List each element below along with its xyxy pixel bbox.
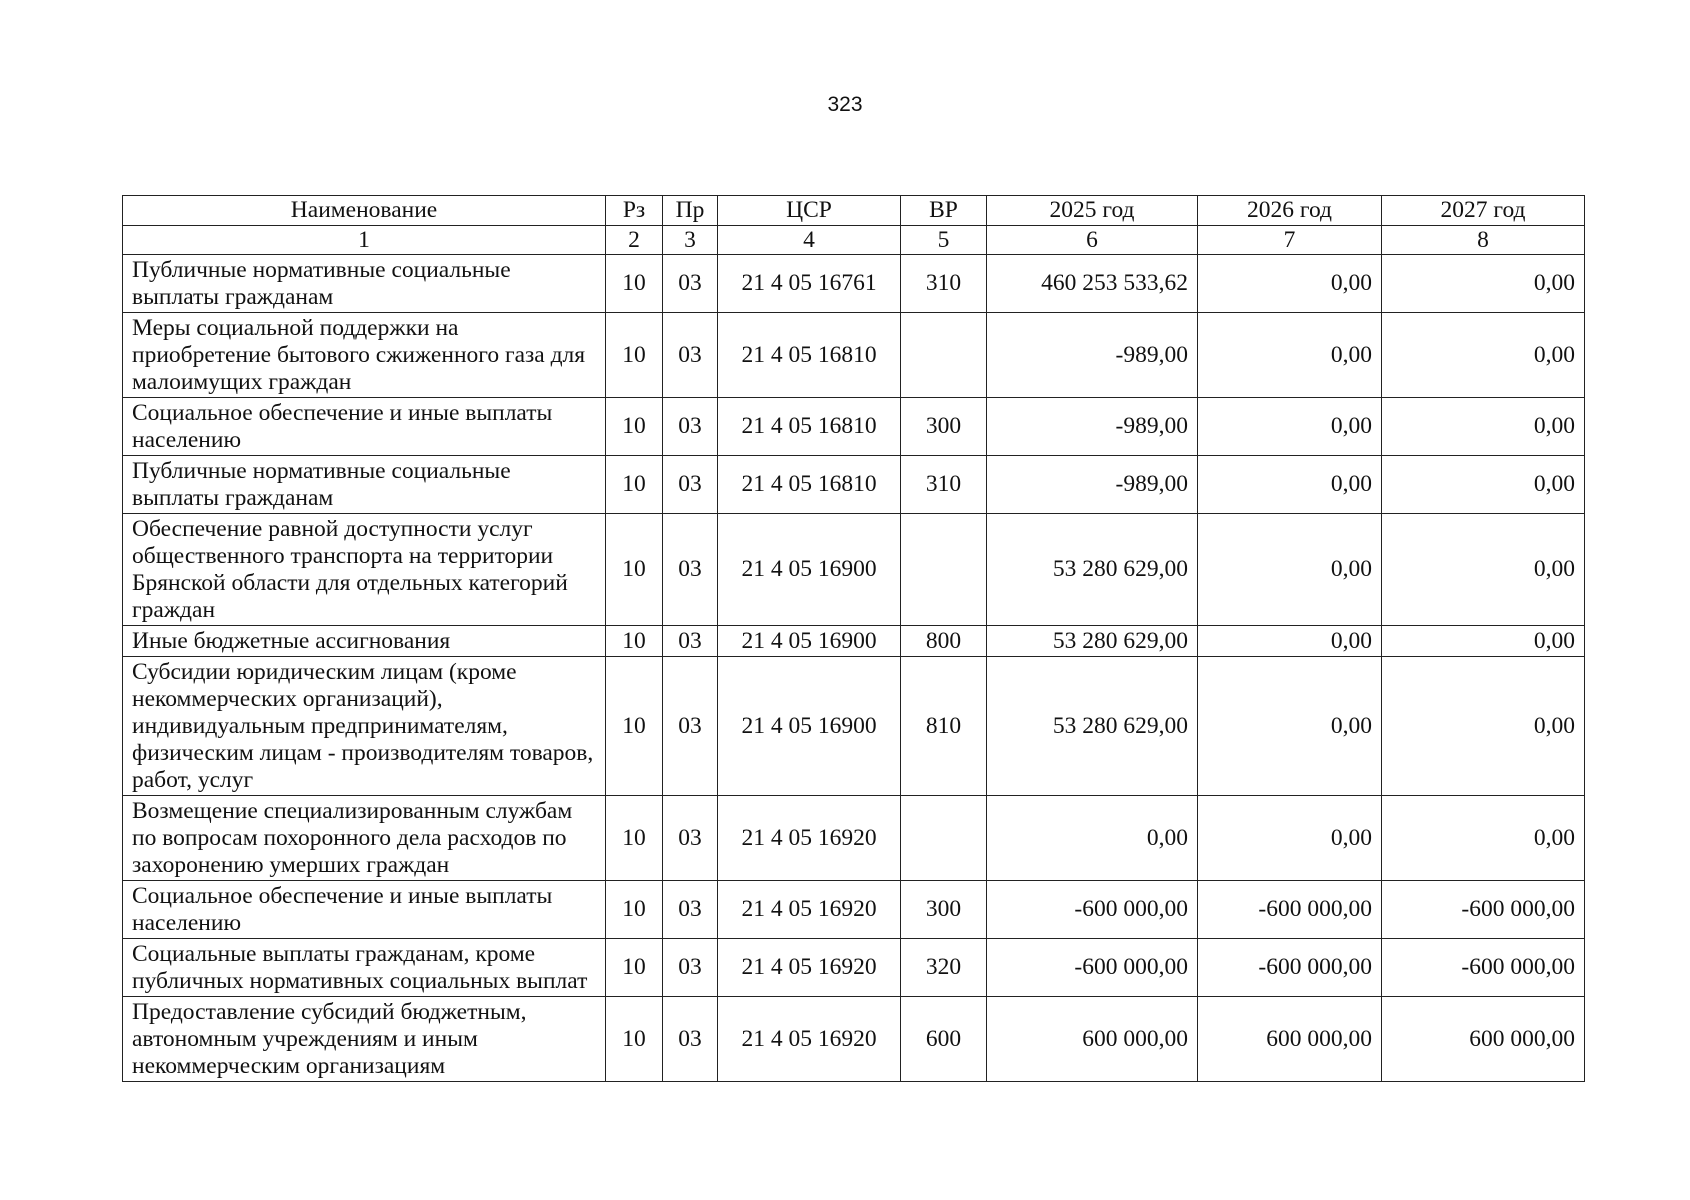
header-pr: Пр bbox=[663, 196, 718, 226]
table-body bbox=[123, 255, 1585, 1082]
row-2027: 0,00 bbox=[1382, 796, 1585, 881]
row-pr: 03 bbox=[663, 657, 718, 796]
row-rz: 10 bbox=[606, 796, 663, 881]
table-row bbox=[123, 997, 1585, 1082]
row-name: Обеспечение равной доступности услуг общественного транспорта на территории Брянской области для отдельных категорий граждан bbox=[123, 514, 606, 626]
row-rz: 10 bbox=[606, 657, 663, 796]
row-name: Иные бюджетные ассигнования bbox=[123, 626, 606, 657]
row-vr bbox=[901, 313, 987, 398]
budget-table bbox=[122, 195, 1585, 1082]
table-row bbox=[123, 939, 1585, 997]
row-2025: -600 000,00 bbox=[987, 881, 1198, 939]
row-csr: 21 4 05 16900 bbox=[718, 657, 901, 796]
row-csr: 21 4 05 16810 bbox=[718, 456, 901, 514]
row-rz: 10 bbox=[606, 398, 663, 456]
row-2027: -600 000,00 bbox=[1382, 881, 1585, 939]
row-rz: 10 bbox=[606, 514, 663, 626]
row-2027: 0,00 bbox=[1382, 657, 1585, 796]
row-vr: 300 bbox=[901, 398, 987, 456]
header-name: Наименование bbox=[123, 196, 606, 226]
row-vr: 810 bbox=[901, 657, 987, 796]
header-row bbox=[123, 196, 1585, 226]
row-pr: 03 bbox=[663, 398, 718, 456]
row-rz: 10 bbox=[606, 313, 663, 398]
table-row bbox=[123, 514, 1585, 626]
row-pr: 03 bbox=[663, 796, 718, 881]
column-index: 1 bbox=[123, 226, 606, 255]
row-2026: -600 000,00 bbox=[1198, 939, 1382, 997]
row-csr: 21 4 05 16920 bbox=[718, 939, 901, 997]
header-2026: 2026 год bbox=[1198, 196, 1382, 226]
row-2026: 600 000,00 bbox=[1198, 997, 1382, 1082]
row-2026: 0,00 bbox=[1198, 626, 1382, 657]
table-row bbox=[123, 255, 1585, 313]
row-2027: 0,00 bbox=[1382, 626, 1585, 657]
row-2025: 53 280 629,00 bbox=[987, 514, 1198, 626]
row-rz: 10 bbox=[606, 626, 663, 657]
row-pr: 03 bbox=[663, 313, 718, 398]
table-row bbox=[123, 881, 1585, 939]
table-row bbox=[123, 796, 1585, 881]
header-2025: 2025 год bbox=[987, 196, 1198, 226]
column-index: 8 bbox=[1382, 226, 1585, 255]
row-2027: 0,00 bbox=[1382, 514, 1585, 626]
row-vr: 310 bbox=[901, 456, 987, 514]
row-csr: 21 4 05 16761 bbox=[718, 255, 901, 313]
row-rz: 10 bbox=[606, 881, 663, 939]
row-2025: 0,00 bbox=[987, 796, 1198, 881]
row-2025: 53 280 629,00 bbox=[987, 626, 1198, 657]
row-rz: 10 bbox=[606, 255, 663, 313]
row-2025: -600 000,00 bbox=[987, 939, 1198, 997]
page-number: 323 bbox=[827, 93, 863, 116]
row-name: Социальное обеспечение и иные выплаты населению bbox=[123, 398, 606, 456]
row-2026: 0,00 bbox=[1198, 313, 1382, 398]
row-2025: -989,00 bbox=[987, 398, 1198, 456]
row-2026: 0,00 bbox=[1198, 514, 1382, 626]
row-rz: 10 bbox=[606, 997, 663, 1082]
row-csr: 21 4 05 16900 bbox=[718, 626, 901, 657]
row-pr: 03 bbox=[663, 456, 718, 514]
column-index: 4 bbox=[718, 226, 901, 255]
row-vr: 310 bbox=[901, 255, 987, 313]
row-name: Публичные нормативные социальные выплаты гражданам bbox=[123, 255, 606, 313]
row-vr: 800 bbox=[901, 626, 987, 657]
row-csr: 21 4 05 16920 bbox=[718, 796, 901, 881]
table-row bbox=[123, 456, 1585, 514]
row-pr: 03 bbox=[663, 881, 718, 939]
row-pr: 03 bbox=[663, 514, 718, 626]
row-2027: 0,00 bbox=[1382, 398, 1585, 456]
table-row bbox=[123, 626, 1585, 657]
row-2027: 0,00 bbox=[1382, 456, 1585, 514]
header-2027: 2027 год bbox=[1382, 196, 1585, 226]
column-index: 3 bbox=[663, 226, 718, 255]
row-vr bbox=[901, 514, 987, 626]
row-2025: -989,00 bbox=[987, 456, 1198, 514]
row-rz: 10 bbox=[606, 456, 663, 514]
row-2025: 53 280 629,00 bbox=[987, 657, 1198, 796]
row-2025: -989,00 bbox=[987, 313, 1198, 398]
header-rz: Рз bbox=[606, 196, 663, 226]
table-row bbox=[123, 657, 1585, 796]
row-name: Социальное обеспечение и иные выплаты населению bbox=[123, 881, 606, 939]
row-2026: 0,00 bbox=[1198, 398, 1382, 456]
row-2025: 460 253 533,62 bbox=[987, 255, 1198, 313]
row-2027: 0,00 bbox=[1382, 313, 1585, 398]
column-index: 5 bbox=[901, 226, 987, 255]
column-index: 2 bbox=[606, 226, 663, 255]
table-row bbox=[123, 313, 1585, 398]
row-rz: 10 bbox=[606, 939, 663, 997]
row-vr bbox=[901, 796, 987, 881]
row-name: Субсидии юридическим лицам (кроме некоммерческих организаций), индивидуальным предпринимателям, физическим лицам - производителям товаров, работ, услуг bbox=[123, 657, 606, 796]
row-pr: 03 bbox=[663, 255, 718, 313]
row-pr: 03 bbox=[663, 997, 718, 1082]
row-2027: 600 000,00 bbox=[1382, 997, 1585, 1082]
table-row bbox=[123, 398, 1585, 456]
row-csr: 21 4 05 16900 bbox=[718, 514, 901, 626]
column-index: 6 bbox=[987, 226, 1198, 255]
row-name: Предоставление субсидий бюджетным, автономным учреждениям и иным некоммерческим организациям bbox=[123, 997, 606, 1082]
row-vr: 600 bbox=[901, 997, 987, 1082]
row-2027: 0,00 bbox=[1382, 255, 1585, 313]
column-index-row bbox=[123, 226, 1585, 255]
row-csr: 21 4 05 16920 bbox=[718, 997, 901, 1082]
row-csr: 21 4 05 16920 bbox=[718, 881, 901, 939]
row-2026: 0,00 bbox=[1198, 796, 1382, 881]
row-pr: 03 bbox=[663, 626, 718, 657]
row-name: Публичные нормативные социальные выплаты гражданам bbox=[123, 456, 606, 514]
row-name: Возмещение специализированным службам по вопросам похоронного дела расходов по захоронению умерших граждан bbox=[123, 796, 606, 881]
row-2026: 0,00 bbox=[1198, 657, 1382, 796]
row-csr: 21 4 05 16810 bbox=[718, 398, 901, 456]
header-csr: ЦСР bbox=[718, 196, 901, 226]
row-vr: 300 bbox=[901, 881, 987, 939]
row-name: Социальные выплаты гражданам, кроме публичных нормативных социальных выплат bbox=[123, 939, 606, 997]
row-2026: 0,00 bbox=[1198, 255, 1382, 313]
row-name: Меры социальной поддержки на приобретение бытового сжиженного газа для малоимущих граждан bbox=[123, 313, 606, 398]
row-2025: 600 000,00 bbox=[987, 997, 1198, 1082]
column-index: 7 bbox=[1198, 226, 1382, 255]
row-2026: 0,00 bbox=[1198, 456, 1382, 514]
row-csr: 21 4 05 16810 bbox=[718, 313, 901, 398]
header-vr: ВР bbox=[901, 196, 987, 226]
row-2027: -600 000,00 bbox=[1382, 939, 1585, 997]
row-pr: 03 bbox=[663, 939, 718, 997]
row-vr: 320 bbox=[901, 939, 987, 997]
row-2026: -600 000,00 bbox=[1198, 881, 1382, 939]
